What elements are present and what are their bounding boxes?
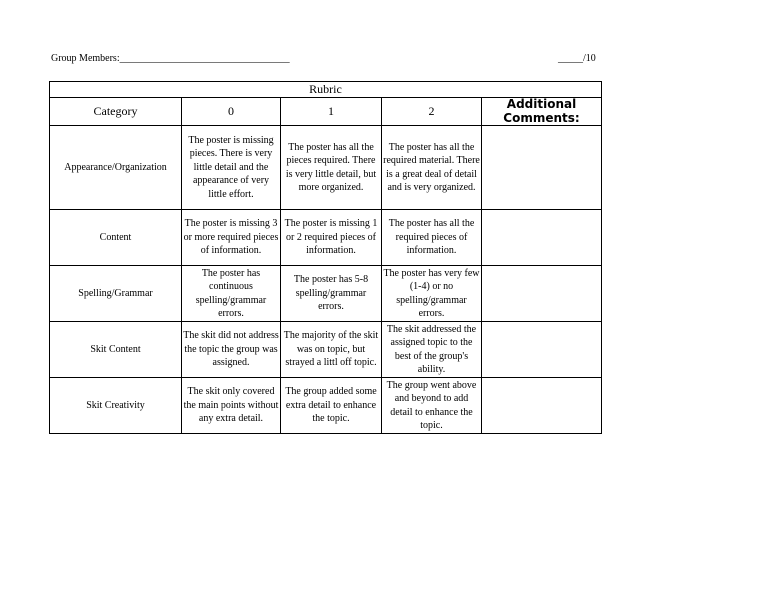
table-row: [50, 378, 602, 434]
rubric-title-row: [50, 82, 602, 98]
score-0-cell: The skit did not address the topic the group was assigned.: [182, 322, 281, 378]
group-members-line: Group Members:__________________________________: [51, 53, 290, 64]
category-cell: Skit Creativity: [50, 378, 182, 434]
score-1-cell: The poster has 5-8 spelling/grammar errors.: [281, 266, 382, 322]
score-2-cell: The poster has all the required pieces of information.: [382, 210, 482, 266]
score-0-cell: The poster has continuous spelling/grammar errors.: [182, 266, 281, 322]
score-2-cell: The skit addressed the assigned topic to the best of the group's ability.: [382, 322, 482, 378]
score-line: _____/10: [558, 53, 596, 64]
score-0-cell: The poster is missing pieces. There is very little detail and the appearance of very little effort.: [182, 126, 281, 210]
table-row: [50, 322, 602, 378]
rubric-table: [49, 81, 602, 434]
comments-cell[interactable]: [482, 126, 602, 210]
column-header-score-2: 2: [382, 98, 482, 126]
score-1-cell: The poster is missing 1 or 2 required pieces of information.: [281, 210, 382, 266]
comments-cell[interactable]: [482, 210, 602, 266]
score-1-cell: The group added some extra detail to enhance the topic.: [281, 378, 382, 434]
score-0-cell: The skit only covered the main points without any extra detail.: [182, 378, 281, 434]
comments-cell[interactable]: [482, 378, 602, 434]
score-2-cell: The poster has very few (1-4) or no spelling/grammar errors.: [382, 266, 482, 322]
score-1-cell: The poster has all the pieces required. There is very little detail, but more organized.: [281, 126, 382, 210]
comments-cell[interactable]: [482, 266, 602, 322]
rubric-header-row: [50, 98, 602, 126]
score-0-cell: The poster is missing 3 or more required pieces of information.: [182, 210, 281, 266]
table-row: [50, 266, 602, 322]
score-2-cell: The poster has all the required material. There is a great deal of detail and is very organized.: [382, 126, 482, 210]
column-header-category: Category: [50, 98, 182, 126]
category-cell: Appearance/Organization: [50, 126, 182, 210]
category-cell: Content: [50, 210, 182, 266]
table-row: [50, 210, 602, 266]
category-cell: Spelling/Grammar: [50, 266, 182, 322]
comments-cell[interactable]: [482, 322, 602, 378]
score-2-cell: The group went above and beyond to add detail to enhance the topic.: [382, 378, 482, 434]
column-header-comments: Additional Comments:: [482, 98, 602, 126]
table-row: [50, 126, 602, 210]
column-header-score-1: 1: [281, 98, 382, 126]
column-header-score-0: 0: [182, 98, 281, 126]
rubric-title: Rubric: [50, 82, 602, 98]
category-cell: Skit Content: [50, 322, 182, 378]
score-1-cell: The majority of the skit was on topic, but strayed a littl off topic.: [281, 322, 382, 378]
